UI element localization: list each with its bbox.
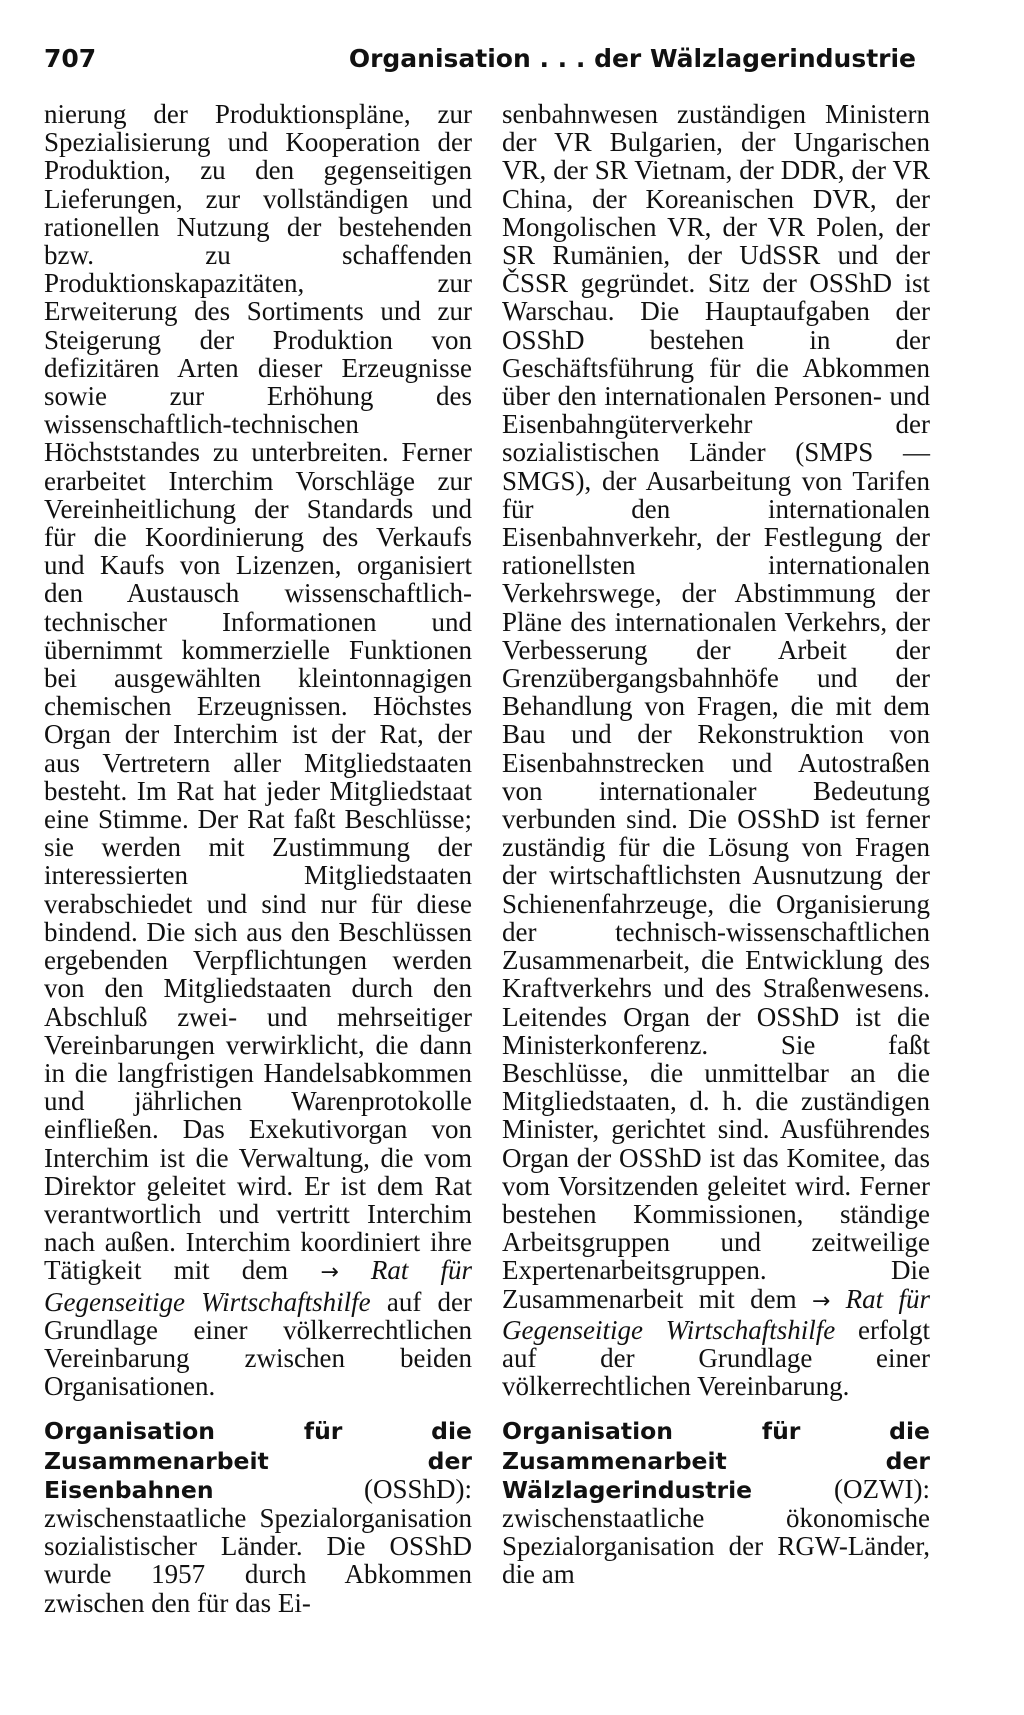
entry-continuation (44, 100, 472, 1400)
entry-text: (OZWI): zwischenstaatliche ökonomische Spezialorganisation der RGW-Länder, die am (502, 1473, 930, 1590)
right-column (502, 100, 930, 1589)
entry-osshd (44, 1416, 472, 1616)
entry-headword: Organisation für die Zusammenarbeit der Wälzlagerindustrie (502, 1417, 930, 1504)
body-text: nierung der Produktionspläne, zur Spezialisierung und Kooperation der Produktion, zu den gegenseitigen Lieferungen, zur vollständigen und rationellen Nutzung der bestehenden bzw. zu schaffenden Produktionskapazitäten, zur Erweiterung des Sortiments und zur Steigerung der Produktion von defizitären Arten dieser Erzeugnisse sowie zur Erhöhung des wissenschaftlich-technischen Höchststandes zu unterbreiten. Ferner erarbeitet Interchim Vorschläge zur Vereinheitlichung der Standards und für die Koordinierung des Verkaufs und Kaufs von Lizenzen, organisiert den Austausch wissenschaftlich-technischer Informationen und übernimmt kommerzielle Funktionen bei ausgewählten kleintonnagigen chemischen Erzeugnissen. Höchstes Organ der Interchim ist der Rat, der aus Vertretern aller Mitgliedstaaten besteht. Im Rat hat jeder Mitgliedstaat eine Stimme. Der Rat faßt Beschlüsse; sie werden mit Zustimmung der interessierten Mitgliedstaaten verabschiedet und sind nur für diese bindend. Die sich aus den Beschlüssen ergebenden Verpflichtungen werden von den Mitgliedstaaten durch den Abschluß zwei- und mehrseitiger Vereinbarungen verwirklicht, die dann in die langfristigen Handelsabkommen und jährlichen Warenprotokolle einfließen. Das Exekutivorgan von Interchim ist die Verwaltung, die vom Direktor geleitet wird. Er ist dem Rat verantwortlich und vertritt Interchim nach außen. Interchim koordiniert ihre Tätigkeit mit dem (44, 99, 472, 1286)
entry-text: (OSShD): zwischenstaatliche Spezialorganisation sozialistischer Länder. Die OSShD wurde 1957 durch Abkommen zwischen den für das Ei- (44, 1473, 472, 1618)
cross-reference: Rat für Gegenseitige Wirtschaftshilfe (44, 1255, 472, 1317)
body-text: senbahnwesen zuständigen Ministern der VR Bulgarien, der Ungarischen VR, der SR Vietnam, der DDR, der VR China, der Koreanischen DVR, der Mongolischen VR, der VR Polen, der SR Rumänien, der UdSSR und der ČSSR gegründet. Sitz der OSShD ist Warschau. Die Hauptaufgaben der OSShD bestehen in der Geschäftsführung für die Abkommen über den internationalen Personen- und Eisenbahngüterverkehr der sozialistischen Länder (SMPS — SMGS), der Ausarbeitung von Tarifen für den internationalen Eisenbahnverkehr, der Festlegung der rationellsten internationalen Verkehrswege, der Abstimmung der Pläne des internationalen Verkehrs, der Verbesserung der Arbeit der Grenzübergangsbahnhöfe und der Behandlung von Fragen, die mit dem Bau und der Rekonstruktion von Eisenbahnstrecken und Autostraßen von internationaler Bedeutung verbunden sind. Die OSShD ist ferner zuständig für die Lösung von Fragen der wirtschaftlichsten Ausnutzung der Schienenfahrzeuge, die Organisierung der technisch-wissenschaftlichen Zusammenarbeit, die Entwicklung des Kraftverkehrs und des Straßenwesens. Leitendes Organ der OSShD ist die Ministerkonferenz. Sie faßt Beschlüsse, die unmittelbar an die Mitgliedstaaten, d. h. die zuständigen Minister, gerichtet sind. Ausführendes Organ der OSShD ist das Komitee, das vom Vorsitzenden geleitet wird. Ferner bestehen Kommissionen, ständige Arbeitsgruppen und zeitweilige Expertenarbeitsgruppen. Die Zusammenarbeit mit dem (502, 99, 930, 1314)
cross-reference: Rat für Gegenseitige Wirtschaftshilfe (502, 1283, 930, 1345)
entry-headword: Organisation für die Zusammenarbeit der Eisenbahnen (44, 1417, 472, 1504)
cross-reference-arrow-icon: → (320, 1260, 339, 1286)
running-title: Organisation . . . der Wälzlagerindustrie (348, 44, 916, 73)
entry-ozwi (502, 1416, 930, 1588)
entry-continuation (502, 100, 930, 1400)
cross-reference-arrow-icon: → (811, 1288, 831, 1314)
page-number: 707 (44, 44, 97, 73)
left-column (44, 100, 472, 1617)
body-text: auf der Grundlage einer völkerrechtlichen Vereinbarung zwischen beiden Organisationen. (44, 1286, 473, 1402)
page-header (44, 44, 916, 84)
body-text: erfolgt auf der Grundlage einer völkerrechtlichen Vereinbarung. (502, 1314, 930, 1402)
